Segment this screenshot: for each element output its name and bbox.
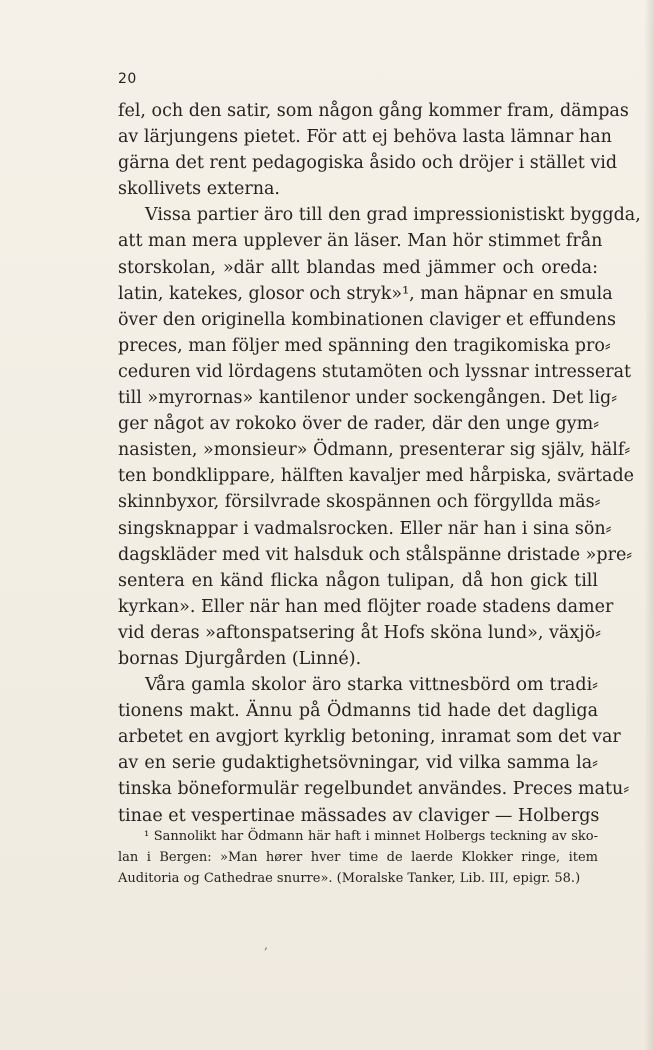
text-line: storskolan, »där allt blandas med jämmer och oreda: (118, 257, 598, 278)
footnote-line: ¹ Sannolikt har Ödmann här haft i minnet Holbergs teckning av sko- (144, 829, 598, 844)
text-line: tionens makt. Ännu på Ödmanns tid hade det dagliga (118, 701, 598, 722)
text-line: fel, och den satir, som någon gång kommer fram, dämpas (118, 101, 629, 121)
text-line: ceduren vid lördagens stutamöten och lyssnar intresserat (118, 361, 632, 382)
main-text (118, 98, 641, 829)
text-line: tinska böneformulär regelbundet användes. Preces matu⸗ (118, 779, 630, 800)
text-line: Våra gamla skolor äro starka vittnesbörd om tradi⸗ (145, 675, 598, 696)
text-line: skollivets externa. (118, 179, 280, 200)
footnote (118, 826, 598, 889)
text-line: av en serie gudaktighetsövningar, vid vilka samma la⸗ (118, 753, 598, 774)
ink-speck: ‚ (264, 938, 268, 952)
text-line: kyrkan». Eller när han med flöjter roade stadens damer (118, 596, 614, 617)
page-number: 20 (118, 71, 137, 87)
text-line: tinae et vespertinae mässades av claviger — Holbergs (118, 805, 600, 826)
footnote-line: Auditoria og Cathedrae snurre». (Moralske Tanker, Lib. III, epigr. 58.) (118, 871, 581, 886)
text-line: gärna det rent pedagogiska åsido och dröjer i stället vid (118, 153, 618, 174)
text-line: över den originella kombinationen claviger et effundens (118, 309, 616, 330)
text-line: bornas Djurgården (Linné). (118, 648, 362, 669)
page-edge-shadow (644, 0, 654, 1050)
text-line: nasisten, »monsieur» Ödmann, presenterar sig själv, hälf⸗ (118, 440, 631, 461)
text-line: ten bondklippare, hälften kavaljer med hårpiska, svärtade (118, 466, 635, 487)
text-line: Vissa partier äro till den grad impressionistiskt byggda, (145, 205, 641, 226)
text-line: vid deras »aftonspatsering åt Hofs sköna lund», växjö⸗ (118, 622, 601, 643)
text-line: singsknappar i vadmalsrocken. Eller när han i sina sön⸗ (118, 518, 612, 539)
footnote-line: lan i Bergen: »Man hører hver time de laerde Klokker ringe, item (118, 850, 598, 865)
text-line: dagskläder med vit halsduk och stålspänne dristade »pre⸗ (118, 544, 633, 565)
text-line: sentera en känd flicka någon tulipan, då hon gick till (118, 570, 598, 591)
text-line: latin, katekes, glosor och stryk»¹, man häpnar en smula (118, 283, 613, 304)
text-line: att man mera upplever än läser. Man hör stimmet från (118, 231, 603, 252)
text-line: till »myrornas» kantilenor under sockengången. Det lig⸗ (118, 388, 618, 409)
text-line: skinnbyxor, försilvrade skospännen och förgyllda mäs⸗ (118, 492, 601, 513)
text-line: arbetet en avgjort kyrklig betoning, inramat som det var (118, 727, 621, 748)
text-line: ger något av rokoko över de rader, där den unge gym⸗ (118, 414, 600, 435)
text-line: av lärjungens pietet. För att ej behöva lasta lämnar han (118, 127, 612, 148)
text-line: preces, man följer med spänning den tragikomiska pro⸗ (118, 335, 611, 356)
